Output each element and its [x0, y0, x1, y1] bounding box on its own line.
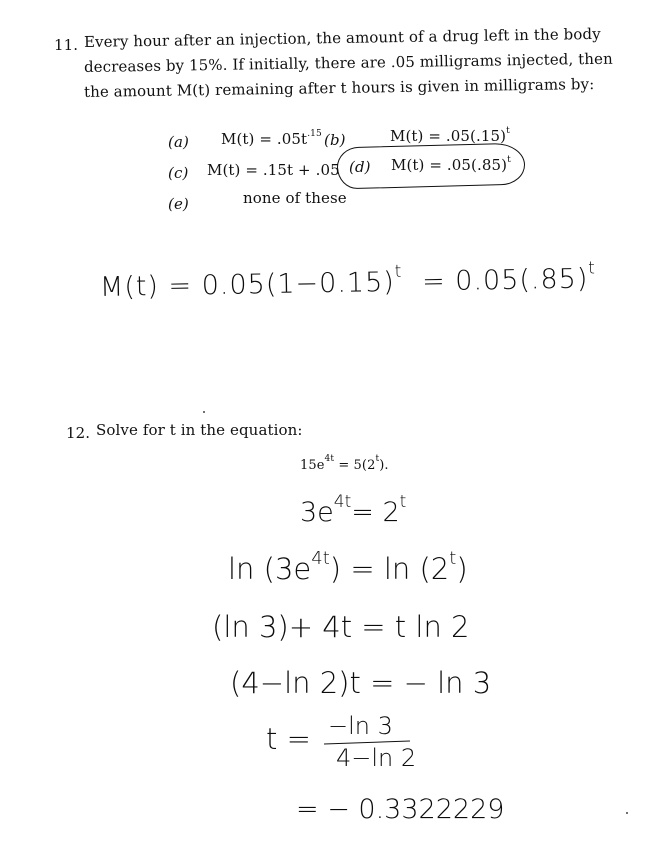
choice-d-label: (d) [349, 158, 371, 176]
choice-c-text: M(t) = .15t + .05 [207, 161, 340, 179]
problem-11-line-1: Every hour after an injection, the amount of a drug left in the body [83, 24, 601, 51]
choice-c-label: (c) [168, 164, 189, 182]
work-step-6: = − 0.3322229 [296, 794, 505, 825]
work-step-5-denominator: 4−ln 2 [336, 744, 417, 772]
choice-a-text: $M(t) = .05t^{.15}$ [221, 129, 322, 148]
paper-speck [626, 812, 628, 814]
choice-a-label: (a) [168, 133, 189, 151]
work-step-5-lhs: t = [266, 722, 311, 756]
paper-speck [203, 411, 205, 413]
work-step-1: $3e^{4t}= 2^t$ [300, 492, 407, 528]
work-step-3: (ln 3)+ 4t = t ln 2 [212, 610, 470, 644]
choice-e-label: (e) [168, 195, 189, 213]
problem-11-line-2: decreases by 15%. If initially, there are .05 milligrams injected, then [83, 49, 613, 76]
answer-circle [336, 143, 525, 190]
choice-e-text: none of these [243, 189, 347, 207]
choice-d-text: $M(t) = .05(.85)^t$ [391, 155, 511, 174]
problem-11-number: 11. [54, 36, 79, 54]
work-step-5-numerator: −ln 3 [328, 712, 393, 740]
problem-12-equation: $15e^{4t} = 5(2^t)$. [300, 454, 389, 473]
problem-11-line-3: the amount M(t) remaining after t hours is given in milligrams by: [83, 74, 595, 101]
work-step-2: $\ln (3e^{4t}) = \ln (2^t)$ [228, 548, 468, 586]
problem-12-prompt: Solve for t in the equation: [96, 421, 303, 439]
choice-b-label: (b) [324, 131, 346, 149]
choice-b-text: $M(t) = .05(.15)^t$ [390, 126, 510, 145]
problem-12-number: 12. [66, 424, 91, 442]
handwritten-answer-11: $M(t) = 0.05(1-0.15)^t = 0.05(.85)^t$ [99, 258, 597, 303]
work-step-4: (4−ln 2)t = − ln 3 [230, 666, 492, 700]
